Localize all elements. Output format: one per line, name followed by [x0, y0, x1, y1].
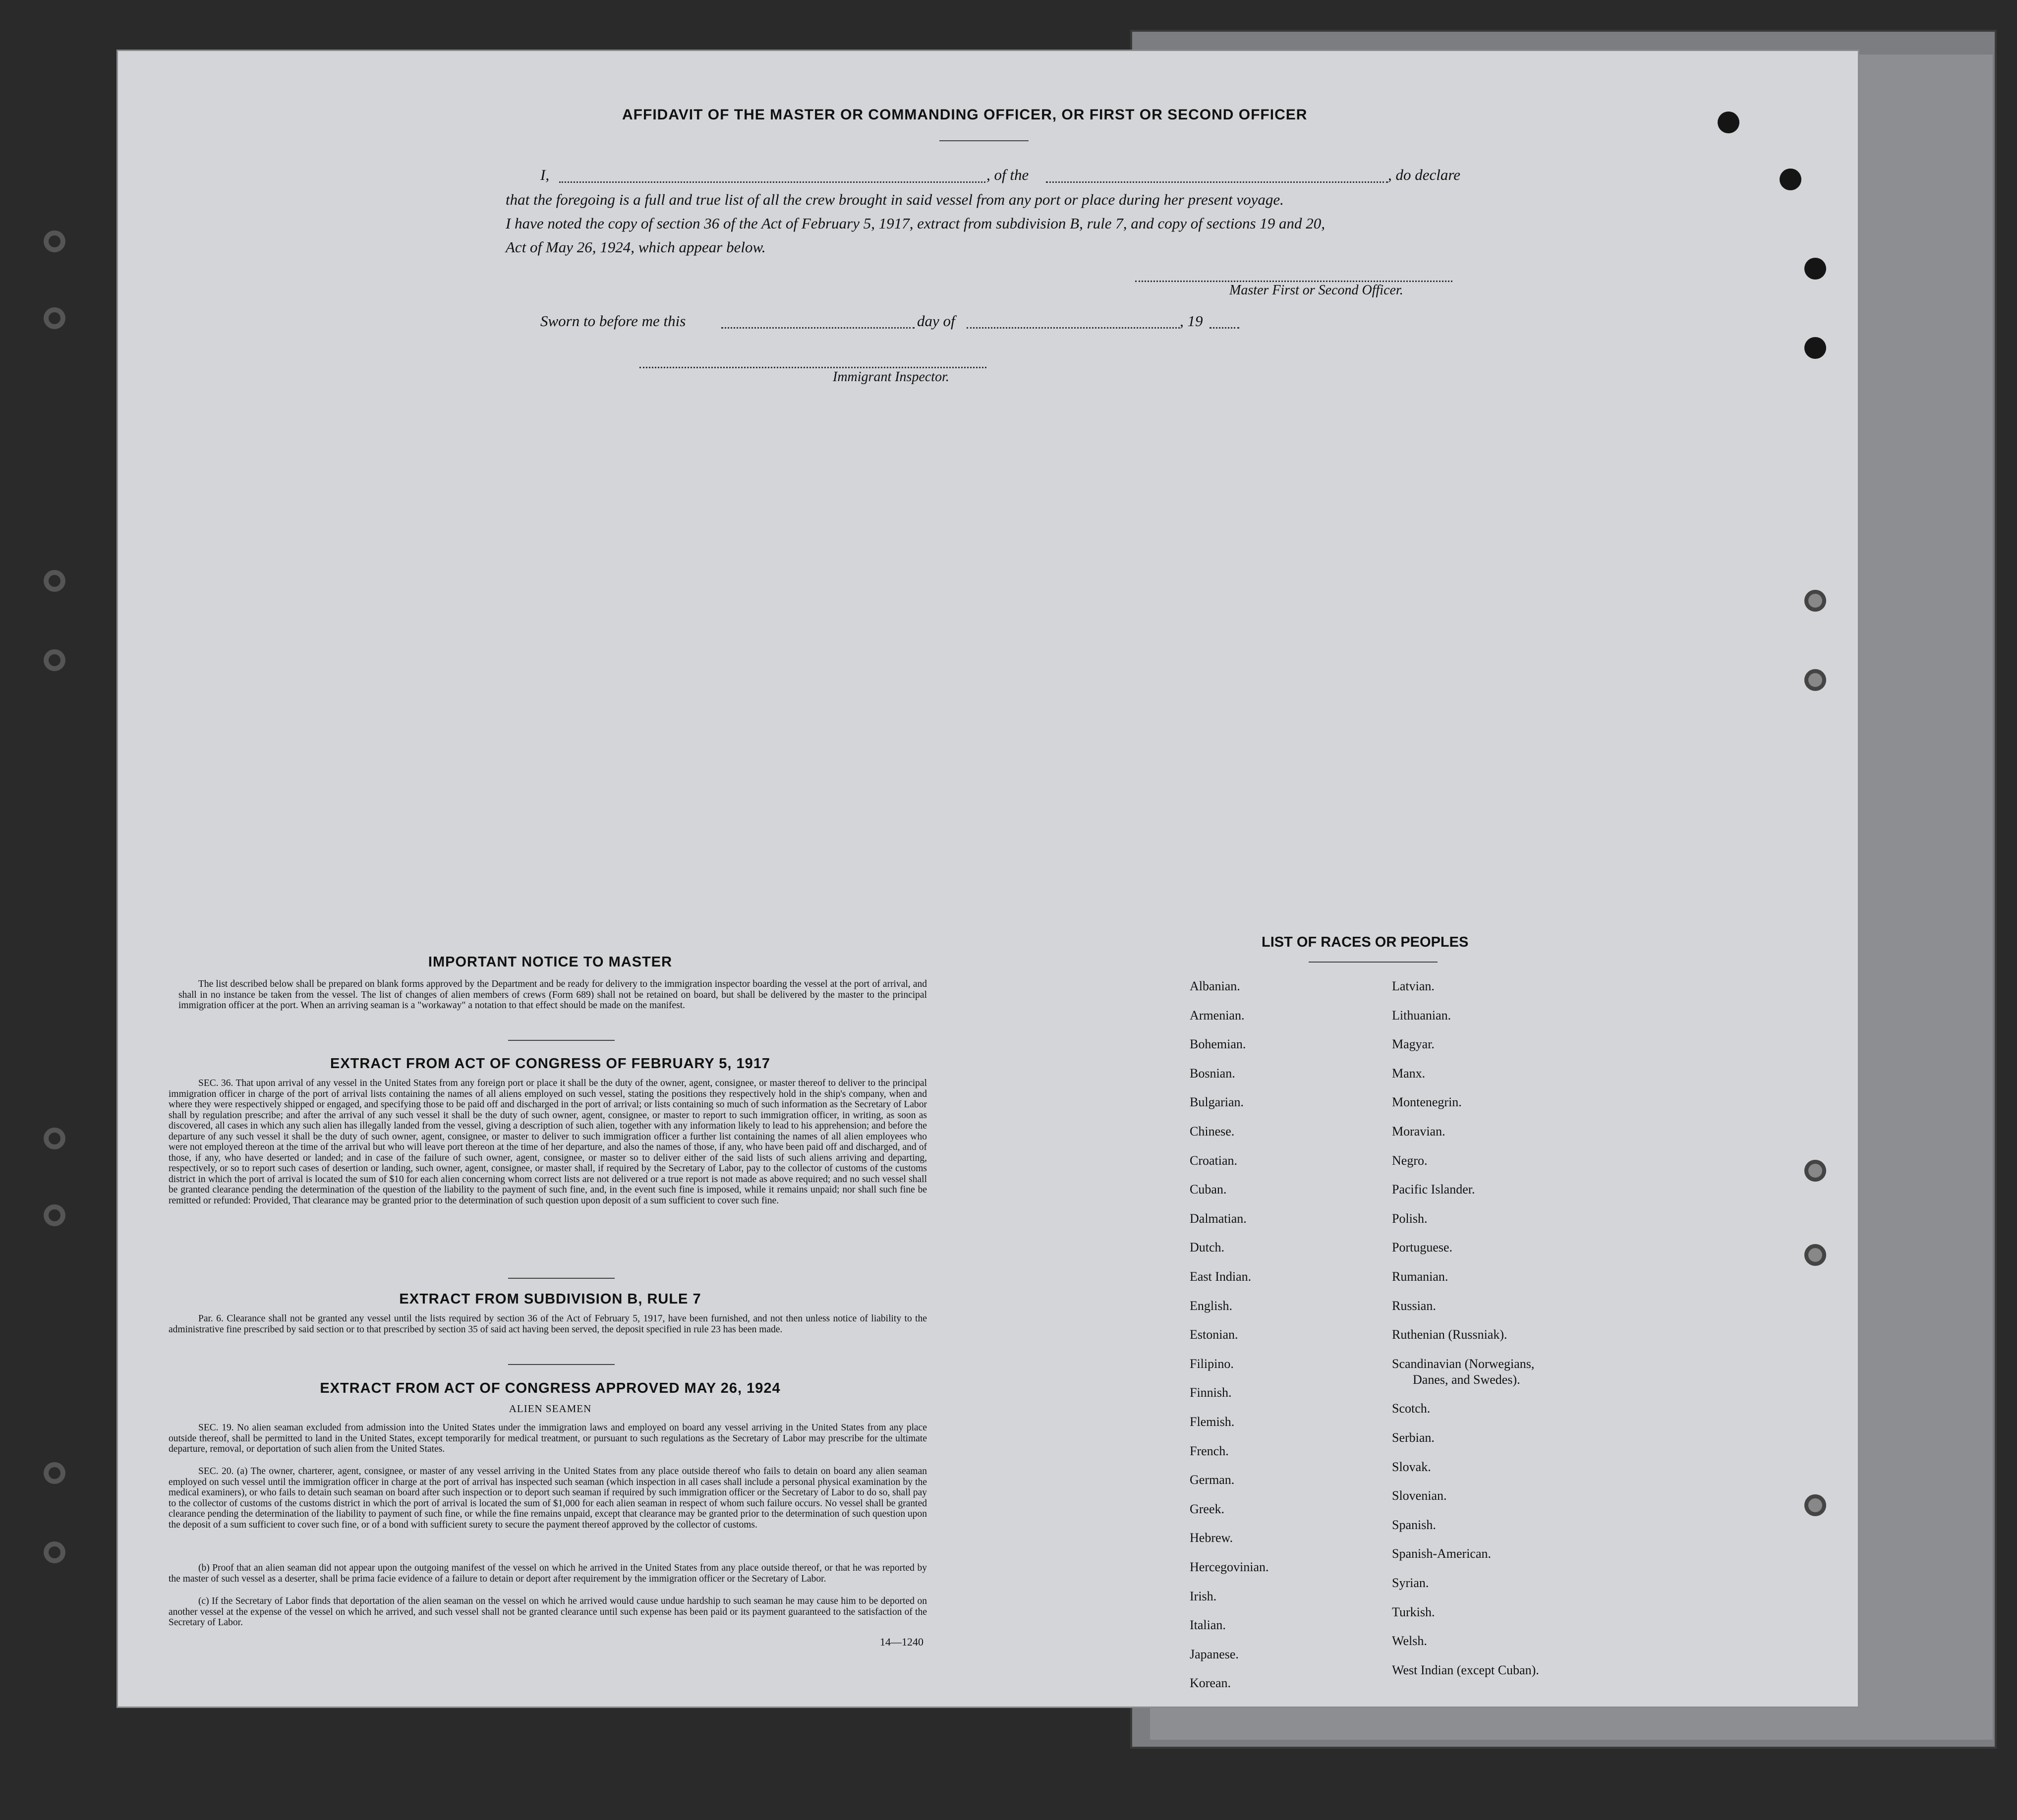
divider [1309, 962, 1438, 963]
race-entry: Manx. [1392, 1066, 1426, 1081]
race-entry: Ruthenian (Russniak). [1392, 1327, 1507, 1342]
master-signature-field[interactable] [1135, 281, 1452, 282]
binding-hole [44, 1128, 65, 1149]
manifest-back-page [116, 50, 1859, 1708]
binding-hole [1780, 169, 1801, 190]
race-entry: Dalmatian. [1190, 1211, 1247, 1226]
race-entry: Greek. [1190, 1501, 1225, 1516]
race-entry: Polish. [1392, 1211, 1428, 1226]
race-entry: Albanian. [1190, 979, 1240, 993]
race-entry: Japanese. [1190, 1647, 1239, 1661]
divider [939, 140, 1029, 141]
race-entry: Scotch. [1392, 1401, 1431, 1416]
binding-hole [44, 1462, 65, 1484]
race-entry: Turkish. [1392, 1604, 1435, 1619]
race-entry: Montenegrin. [1392, 1095, 1462, 1110]
race-entry: Rumanian. [1392, 1269, 1448, 1284]
sworn-year-field[interactable] [1210, 327, 1239, 329]
race-entry: Italian. [1190, 1618, 1226, 1633]
notice-title: IMPORTANT NOTICE TO MASTER [428, 954, 673, 970]
binding-hole [1804, 590, 1826, 612]
form-number: 14—1240 [880, 1636, 923, 1648]
races-title: LIST OF RACES OR PEOPLES [1262, 934, 1469, 950]
race-entry: Chinese. [1190, 1124, 1235, 1138]
race-entry: Croatian. [1190, 1153, 1238, 1168]
race-entry: Hercegovinian. [1190, 1560, 1269, 1574]
affidavit-title: AFFIDAVIT OF THE MASTER OR COMMANDING OFFICER, OR FIRST OR SECOND OFFICER [622, 107, 1308, 123]
extract-1917-body: SEC. 36. That upon arrival of any vessel in the United States from any foreign port or place it shall be the duty of the owner, agent, consignee, or master thereof to deliver to the principal immigration officer in charge of the port of arrival lists containing the names of all aliens employed on such vessel, stating the positions they respectively hold in the ship's company, when and where they were respectively shipped or engaged, and specifying those to be paid off and discharged in the port of arrival; or lists containing so much of such information as the Secretary of Labor shall by regulation prescribe; and after the arrival of any such vessel it shall be the duty of such owner, agent, consignee, or master to report to such immigration officer, in writing, as soon as discovered, all cases in which any such alien has illegally landed from the vessel, giving a description of such alien, together with any information likely to lead to his apprehension; and before the departure of any such vessel it shall be the duty of such owner, agent, consignee, or master to deliver to such immigration officer a further list containing the names of all alien employees who were not employed thereon at the time of the arrival but who will leave port thereon at the time of her departure, and also the names of those, if any, who have been paid off and discharged, and of those, if any, who have deserted or landed; and in case of the failure of such owner, agent, consignee, or master so to deliver either of the said lists of such aliens arriving and departing, respectively, or so to report such cases of desertion or landing, such owner, agent, consignee, or master shall, if required by the Secretary of Labor, pay to the collector of customs of the customs district in which the port of arrival is located the sum of $10 for each alien concerning whom correct lists are not delivered or a true report is not made as above required; and no such vessel shall be granted clearance pending the determination of the question of the liability to the payment of such fine, and, in the event such fine is imposed, while it remains unpaid; nor shall such fine be remitted or refunded: Provided, That clearance may be granted prior to the determination of such question upon deposit of a sum sufficient to cover such fine. [169, 1078, 927, 1206]
race-entry: German. [1190, 1473, 1235, 1487]
race-entry: Hebrew. [1190, 1531, 1233, 1545]
race-entry: Scandinavian (Norwegians, [1392, 1356, 1535, 1371]
race-entry: Bulgarian. [1190, 1095, 1244, 1110]
race-entry: Lithuanian. [1392, 1008, 1451, 1023]
race-entry: Dutch. [1190, 1240, 1225, 1255]
sec-19-text: SEC. 19. No alien seaman excluded from admission into the United States under the immigration laws and employed on board any vessel arriving in the United States from any place outside thereof, shall be permitted to land in the United States, except temporarily for medical treatment, or pursuant to such regulations as the Secretary of Labor may prescribe for the ultimate departure, removal, or deportation of such alien from the United States. [169, 1422, 927, 1454]
rule7-title: EXTRACT FROM SUBDIVISION B, RULE 7 [399, 1291, 701, 1307]
binding-hole [1804, 337, 1826, 359]
sec-20c-text: (c) If the Secretary of Labor finds that deportation of the alien seaman on the vessel on which he arrived would cause undue hardship to such seaman he may cause him to be deported on another vessel at the expense of the vessel on which he arrived, and such vessel shall not be granted clearance until such expense has been paid or its payment guaranteed to the satisfaction of the Secretary of Labor. [169, 1596, 927, 1628]
race-entry: English. [1190, 1298, 1232, 1313]
binding-hole [1804, 1160, 1826, 1182]
race-entry: Korean. [1190, 1676, 1231, 1691]
do-declare-label: , do declare [1388, 166, 1461, 183]
vessel-name-field[interactable] [1046, 181, 1388, 183]
sworn-label: Sworn to before me this [540, 312, 686, 330]
race-entry: Armenian. [1190, 1008, 1245, 1023]
binding-hole [44, 307, 65, 329]
binding-hole [1804, 258, 1826, 280]
binding-hole [1804, 1494, 1826, 1516]
race-entry: Slovak. [1392, 1459, 1431, 1474]
race-entry: Pacific Islander. [1392, 1182, 1475, 1197]
binding-hole [1718, 112, 1739, 133]
inspector-signature-label: Immigrant Inspector. [833, 369, 949, 385]
sworn-day-field[interactable] [721, 327, 915, 329]
race-entry: Cuban. [1190, 1182, 1227, 1197]
race-entry: Russian. [1392, 1298, 1436, 1313]
race-entry: Finnish. [1190, 1385, 1232, 1400]
race-entry: Bosnian. [1190, 1066, 1235, 1081]
affidavit-line-2: I have noted the copy of section 36 of the Act of February 5, 1917, extract from subdivision B, rule 7, and copy of sections 19 and 20, [506, 215, 1325, 232]
binding-hole [1804, 1244, 1826, 1266]
notice-body: The list described below shall be prepared on blank forms approved by the Department and be ready for delivery to the immigration inspector boarding the vessel at the port of arrival, and shall in no instance be taken from the vessel. The list of changes of alien members of crews (Form 689) shall not be retained on board, but shall be delivered by the master to the principal immigration officer at the port. When an arriving seaman is a "workaway" a notation to that effect should be made on the manifest. [178, 979, 927, 1011]
binding-hole [44, 1204, 65, 1226]
race-entry: Negro. [1392, 1153, 1428, 1168]
binding-hole [44, 1541, 65, 1563]
declarant-label: I, [540, 166, 550, 183]
race-entry: Spanish-American. [1392, 1546, 1492, 1561]
declarant-name-field[interactable] [559, 181, 985, 183]
extract-1917-title: EXTRACT FROM ACT OF CONGRESS OF FEBRUARY 5, 1917 [330, 1056, 771, 1072]
race-entry: Estonian. [1190, 1327, 1238, 1342]
race-entry: Latvian. [1392, 979, 1435, 993]
affidavit-line-3: Act of May 26, 1924, which appear below. [506, 238, 766, 256]
divider [508, 1040, 615, 1041]
race-entry: Moravian. [1392, 1124, 1445, 1138]
divider [508, 1364, 615, 1365]
year-label: , 19 [1180, 312, 1203, 330]
master-signature-label: Master First or Second Officer. [1229, 283, 1403, 298]
extract-1924-title: EXTRACT FROM ACT OF CONGRESS APPROVED MAY 26, 1924 [320, 1380, 781, 1396]
race-entry: Slovenian. [1392, 1488, 1447, 1503]
binding-hole [44, 649, 65, 671]
race-entry: Portuguese. [1392, 1240, 1453, 1255]
sec-20a-text: SEC. 20. (a) The owner, charterer, agent, consignee, or master of any vessel arriving in the United States from any place outside thereof who fails to detain on board any alien seaman employed on such vessel until the immigration officer in charge at the port of arrival has inspected such seaman (which inspection in all cases shall include a personal physical examination by the medical examiners), or who fails to detain such seaman on board after such inspection or to deport such seaman if required by such immigration officer or the Secretary of Labor to do so, shall pay to the collector of customs of the customs district in which the port of arrival is located the sum of $1,000 for each alien seaman in respect of whom such failure occurs. No vessel shall be granted clearance pending the determination of the liability to payment of such fine, or while the fine remains unpaid, except that clearance may be granted prior to the determination of such question upon the deposit of a sum sufficient to cover such fine, or of a bond with sufficient surety to secure the payment thereof approved by the collector of customs. [169, 1466, 927, 1530]
binding-hole [1804, 669, 1826, 691]
binding-hole [44, 570, 65, 592]
day-of-label: day of [917, 312, 955, 330]
divider [508, 1278, 615, 1279]
race-entry: Serbian. [1392, 1430, 1435, 1445]
alien-seamen-subtitle: ALIEN SEAMEN [509, 1403, 592, 1415]
inspector-signature-field[interactable] [639, 367, 986, 368]
race-entry: Danes, and Swedes). [1413, 1372, 1520, 1387]
race-entry: Flemish. [1190, 1415, 1235, 1429]
affidavit-line-1: that the foregoing is a full and true list of all the crew brought in said vessel from any port or place during her present voyage. [506, 191, 1284, 208]
rule7-body: Par. 6. Clearance shall not be granted any vessel until the lists required by section 36 of the Act of February 5, 1917, have been furnished, and not then unless notice of liability to the administrative fine prescribed by said section or to that prescribed by section 35 of said act having been served, the deposit specified in rule 23 has been made. [169, 1313, 927, 1335]
binding-hole [44, 230, 65, 252]
race-entry: French. [1190, 1443, 1229, 1458]
race-entry: Filipino. [1190, 1356, 1234, 1371]
race-entry: East Indian. [1190, 1269, 1252, 1284]
race-entry: Welsh. [1392, 1634, 1427, 1649]
race-entry: Spanish. [1392, 1517, 1436, 1532]
race-entry: Syrian. [1392, 1576, 1429, 1590]
race-entry: Irish. [1190, 1589, 1217, 1603]
sworn-month-field[interactable] [967, 327, 1180, 329]
of-the-label: , of the [986, 166, 1029, 183]
race-entry: Bohemian. [1190, 1037, 1246, 1052]
race-entry: West Indian (except Cuban). [1392, 1662, 1539, 1677]
race-entry: Magyar. [1392, 1037, 1435, 1052]
sec-20b-text: (b) Proof that an alien seaman did not appear upon the outgoing manifest of the vessel on which he arrived in the United States from any place outside thereof, or that he was reported by the master of such vessel as a deserter, shall be prima facie evidence of a failure to detain or deport after requirement by the immigration officer or the Secretary of Labor. [169, 1563, 927, 1584]
